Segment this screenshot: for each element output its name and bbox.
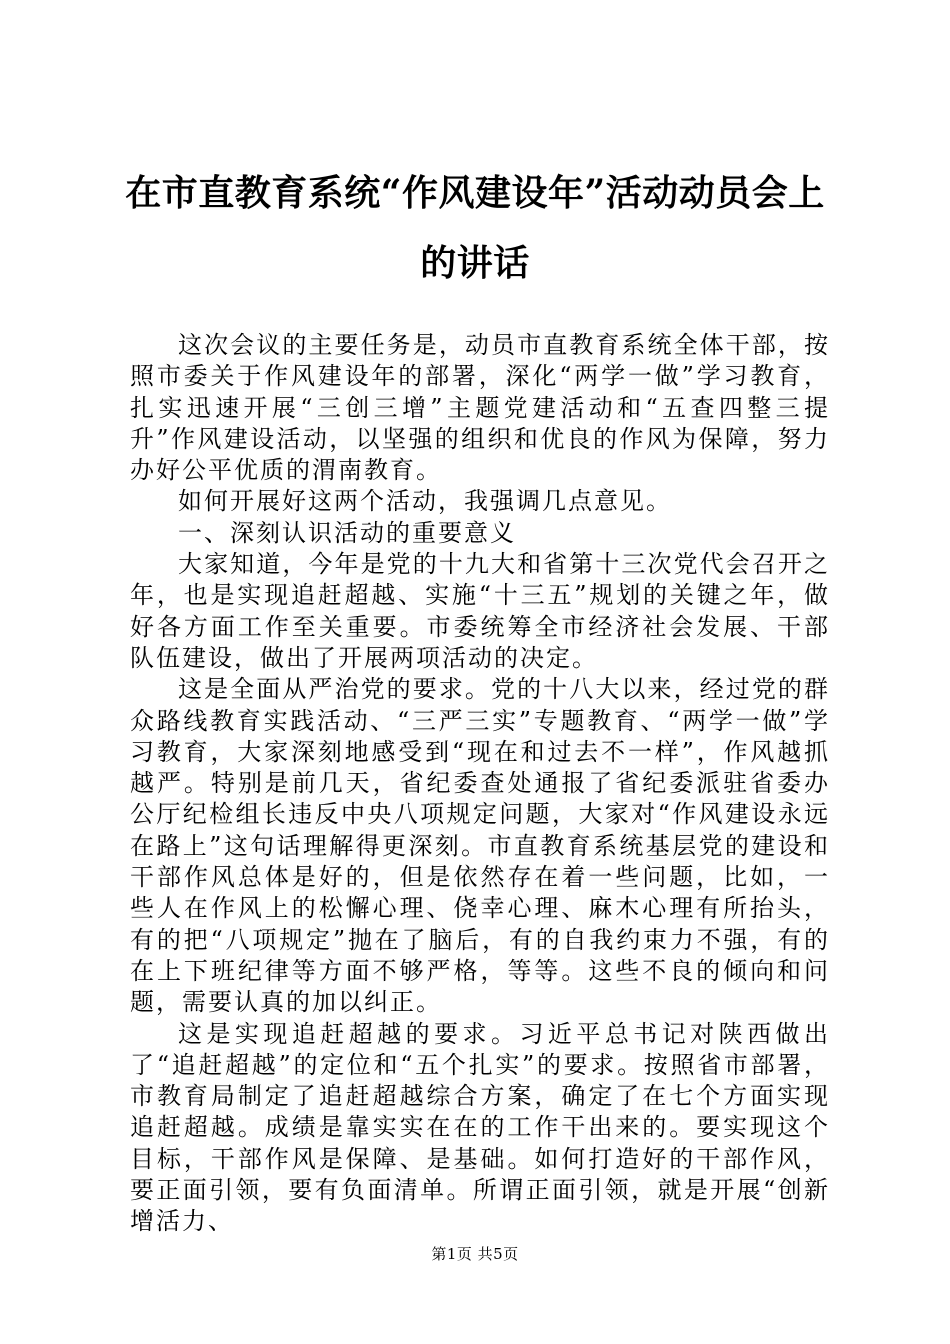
paragraph-catch-up: 这是实现追赶超越的要求。习近平总书记对陕西做出了“追赶超越”的定位和“五个扎实”的要求。按照省市部署，市教育局制定了追赶超越综合方案，确定了在七个方面实现追赶超越。成绩是靠实实在在的工作干出来的。要实现这个目标，干部作风是保障、是基础。如何打造好的干部作风，要正面引领，要有负面清单。所谓正面引领，就是开展“创新增活力、: [130, 1019, 830, 1236]
paragraph-context: 大家知道，今年是党的十九大和省第十三次党代会召开之年，也是实现追赶超越、实施“十三五”规划的关键之年，做好各方面工作至关重要。市委统筹全市经济社会发展、干部队伍建设，做出了开展两项活动的决定。: [130, 550, 830, 672]
section-heading-1: 一、深刻认识活动的重要意义: [178, 518, 516, 547]
document-title: [110, 158, 840, 298]
paragraph-party-discipline: 这是全面从严治党的要求。党的十八大以来，经过党的群众路线教育实践活动、“三严三实”专题教育、“两学一做”学习教育，大家深刻地感受到“现在和过去不一样”，作风越抓越严。特别是前几天，省纪委查处通报了省纪委派驻省委办公厅纪检组长违反中央八项规定问题，大家对“作风建设永远在路上”这句话理解得更深刻。市直教育系统基层党的建设和干部作风总体是好的，但是依然存在着一些问题，比如，一些人在作风上的松懈心理、侥幸心理、麻木心理有所抬头，有的把“八项规定”抛在了脑后，有的自我约束力不强，有的在上下班纪律等方面不够严格，等等。这些不良的倾向和问题，需要认真的加以纠正。: [130, 675, 830, 1017]
paragraph-transition: 如何开展好这两个活动，我强调几点意见。: [178, 487, 672, 516]
paragraph-intro: 这次会议的主要任务是，动员市直教育系统全体干部，按照市委关于作风建设年的部署，深化“两学一做”学习教育，扎实迅速开展“三创三增”主题党建活动和“五查四整三提升”作风建设活动，以坚强的组织和优良的作风为保障，努力办好公平优质的渭南教育。: [130, 331, 830, 485]
page-footer: 第1页 共5页: [431, 1245, 519, 1263]
title-line-2: 的讲话: [420, 242, 530, 284]
document-body: [130, 330, 830, 1238]
title-line-1: 在市直教育系统“作风建设年”活动动员会上: [125, 172, 825, 214]
